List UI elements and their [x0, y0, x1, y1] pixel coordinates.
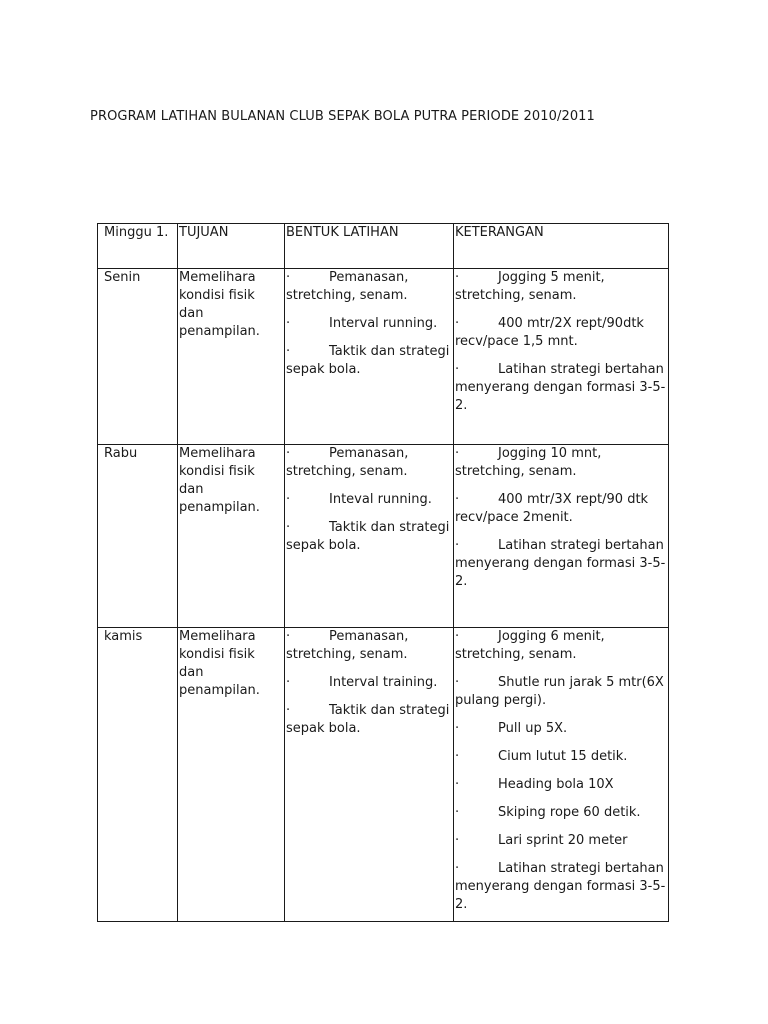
form-item [286, 445, 452, 481]
bullet-icon: · [455, 316, 460, 331]
form-item-text: Taktik dan strategi sepak bola. [286, 520, 450, 553]
note-item [455, 491, 667, 527]
note-item-text: Latihan strategi bertahan menyerang dengan formasi 3-5-2. [455, 362, 666, 413]
header-goal-label: TUJUAN [179, 225, 229, 240]
header-form-label: BENTUK LATIHAN [286, 225, 399, 240]
note-item [455, 445, 667, 481]
note-item-text: Shutle run jarak 5 mtr(6X pulang pergi). [455, 675, 664, 708]
form-item-text: Interval running. [329, 316, 438, 331]
bullet-icon: · [286, 344, 291, 359]
bullet-icon: · [455, 362, 460, 377]
bullet-icon: · [455, 270, 460, 285]
form-item-text: Inteval running. [329, 492, 432, 507]
note-item-text: Cium lutut 15 detik. [498, 749, 628, 764]
form-item-text: Pemanasan, stretching, senam. [286, 629, 409, 662]
form-item-text: Taktik dan strategi sepak bola. [286, 703, 450, 736]
day-label: kamis [104, 629, 143, 644]
table-row [98, 445, 669, 628]
goal-text: Memelihara kondisi fisik dan penampilan. [179, 270, 260, 339]
bullet-icon: · [286, 520, 291, 535]
note-item-text: 400 mtr/3X rept/90 dtk recv/pace 2menit. [455, 492, 649, 525]
header-goal [178, 224, 285, 269]
form-item [286, 269, 452, 305]
notes-cell [454, 628, 669, 922]
note-item [455, 804, 667, 822]
note-item [455, 537, 667, 591]
note-item [455, 832, 667, 850]
header-week-label: Minggu 1. [104, 225, 169, 240]
bullet-icon: · [455, 749, 460, 764]
note-item [455, 361, 667, 415]
bullet-icon: · [455, 446, 460, 461]
form-item [286, 702, 452, 738]
form-item [286, 519, 452, 555]
goal-cell [178, 445, 285, 628]
bullet-icon: · [455, 675, 460, 690]
header-notes-label: KETERANGAN [455, 225, 544, 240]
note-item [455, 269, 667, 305]
note-item [455, 628, 667, 664]
form-item [286, 343, 452, 379]
goal-text: Memelihara kondisi fisik dan penampilan. [179, 446, 260, 515]
note-item-text: Jogging 10 mnt, stretching, senam. [455, 446, 602, 479]
note-item [455, 860, 667, 914]
form-cell [285, 269, 454, 445]
form-item-text: Taktik dan strategi sepak bola. [286, 344, 450, 377]
bullet-icon: · [455, 721, 460, 736]
bullet-icon: · [455, 805, 460, 820]
header-week [98, 224, 178, 269]
header-notes [454, 224, 669, 269]
note-item-text: Heading bola 10X [498, 777, 614, 792]
note-item-text: Pull up 5X. [498, 721, 568, 736]
bullet-icon: · [286, 446, 291, 461]
form-cell [285, 628, 454, 922]
bullet-icon: · [455, 492, 460, 507]
form-item [286, 315, 452, 333]
bullet-icon: · [455, 861, 460, 876]
form-item [286, 628, 452, 664]
form-item-text: Pemanasan, stretching, senam. [286, 446, 409, 479]
training-schedule-table [97, 223, 669, 922]
bullet-icon: · [286, 270, 291, 285]
form-item [286, 491, 452, 509]
bullet-icon: · [286, 629, 291, 644]
form-item-text: Interval training. [329, 675, 438, 690]
form-cell [285, 445, 454, 628]
note-item [455, 674, 667, 710]
note-item [455, 776, 667, 794]
note-item-text: 400 mtr/2X rept/90dtk recv/pace 1,5 mnt. [455, 316, 644, 349]
day-label: Rabu [104, 446, 138, 461]
goal-cell [178, 269, 285, 445]
bullet-icon: · [455, 538, 460, 553]
notes-cell [454, 269, 669, 445]
bullet-icon: · [455, 629, 460, 644]
goal-cell [178, 628, 285, 922]
day-label: Senin [104, 270, 141, 285]
table-header-row [98, 224, 669, 269]
notes-cell [454, 445, 669, 628]
note-item-text: Jogging 6 menit, stretching, senam. [455, 629, 605, 662]
note-item [455, 720, 667, 738]
bullet-icon: · [455, 777, 460, 792]
day-cell [98, 269, 178, 445]
bullet-icon: · [286, 675, 291, 690]
day-cell [98, 628, 178, 922]
goal-text: Memelihara kondisi fisik dan penampilan. [179, 629, 260, 698]
bullet-icon: · [286, 316, 291, 331]
note-item-text: Skiping rope 60 detik. [498, 805, 641, 820]
form-item [286, 674, 452, 692]
note-item [455, 315, 667, 351]
bullet-icon: · [286, 703, 291, 718]
table-row [98, 628, 669, 922]
note-item [455, 748, 667, 766]
note-item-text: Jogging 5 menit, stretching, senam. [455, 270, 605, 303]
bullet-icon: · [286, 492, 291, 507]
note-item-text: Lari sprint 20 meter [498, 833, 628, 848]
document-title: PROGRAM LATIHAN BULANAN CLUB SEPAK BOLA PUTRA PERIODE 2010/2011 [90, 109, 595, 124]
note-item-text: Latihan strategi bertahan menyerang dengan formasi 3-5-2. [455, 538, 666, 589]
day-cell [98, 445, 178, 628]
form-item-text: Pemanasan, stretching, senam. [286, 270, 409, 303]
header-form [285, 224, 454, 269]
bullet-icon: · [455, 833, 460, 848]
table-row [98, 269, 669, 445]
note-item-text: Latihan strategi bertahan menyerang dengan formasi 3-5-2. [455, 861, 666, 912]
